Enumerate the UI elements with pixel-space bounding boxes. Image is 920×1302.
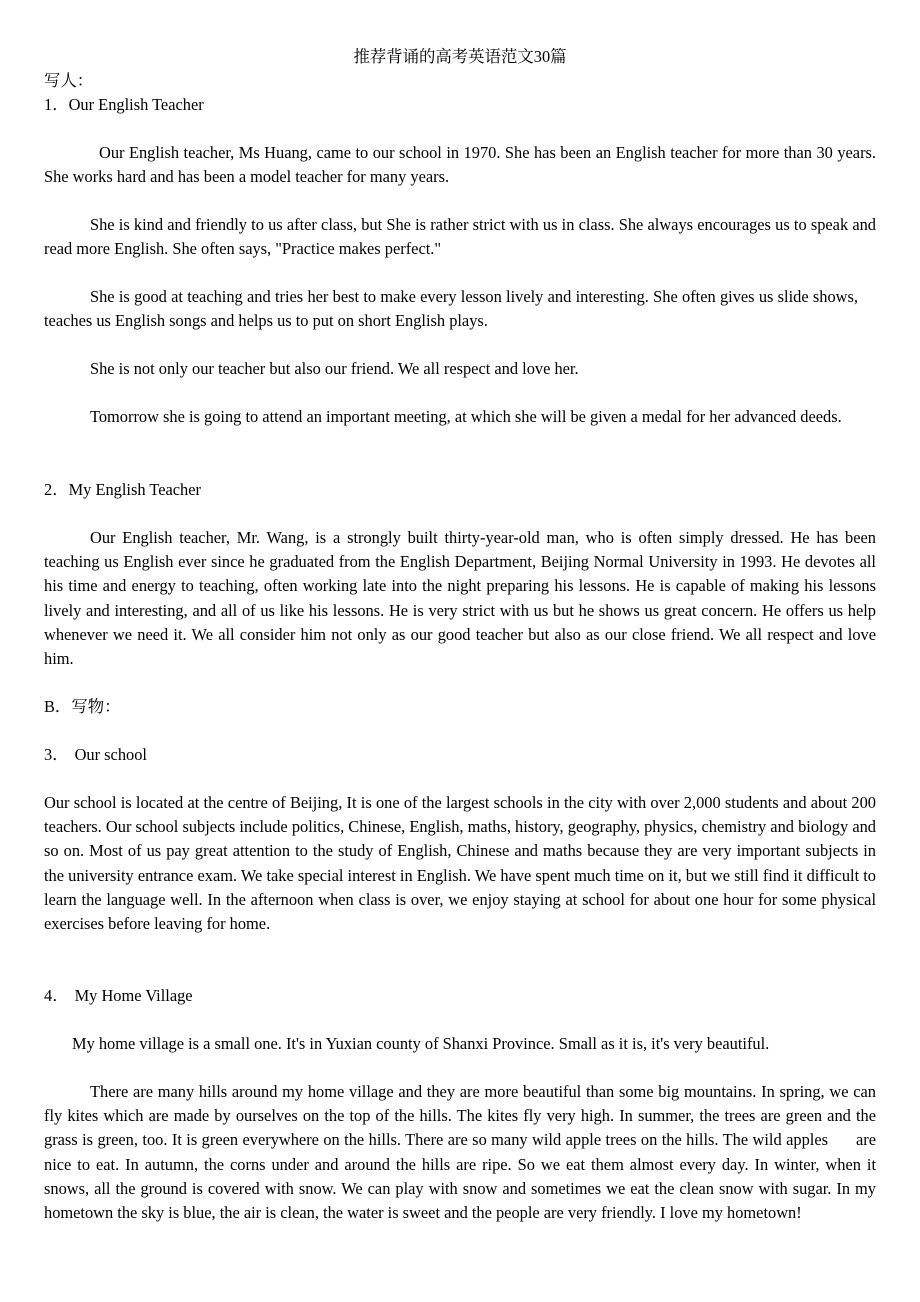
section-b-heading: B．写物： xyxy=(44,697,121,716)
section-title: Our English Teacher xyxy=(68,95,204,114)
paragraph-part: are nice to eat. In autumn, the corns under and around the hills are ripe. So we eat them almost every day. In winter, when it snows, all the ground is covered with snow. We can play with snow and sometimes we eat the clean snow with sugar. In my hometown the sky is blue, the air is clean, the water is sweet and the people are very friendly. I love my hometown! xyxy=(44,1130,876,1223)
section-title: My English Teacher xyxy=(68,480,201,499)
paragraph-part: teaches us English songs and helps us to put on short English plays. xyxy=(44,311,488,331)
paragraph: My home village is a small one. It's in Yuxian county of Shanxi Province. Small as it is, it's very beautiful. xyxy=(72,1034,770,1053)
paragraph: Our school is located at the centre of Beijing, It is one of the largest schools in the city with over 2,000 students and about 200 teachers. Our school subjects include politics, Chinese, English, maths, history, geography, physics, chemistry and biology and so on. Most of us pay great attention to the study of English, Chinese and maths because they are very important subjects in the university entrance exam. We take special interest in English. We have spent much time on it, but we still find it difficult to learn the language well. In the afternoon when class is over, we enjoy staying at school for about one hour for some physical exercises before leaving for home. xyxy=(44,793,876,934)
section-4-heading xyxy=(44,984,876,1008)
section-1-heading xyxy=(44,93,876,117)
paragraph: Our English teacher, Ms Huang, came to our school in 1970. She has been an English teacher for more than 30 years. She works hard and has been a model teacher for many years. xyxy=(44,143,876,187)
paragraph xyxy=(44,285,876,333)
section-a-heading: 写人： xyxy=(44,71,94,90)
section-number: 3． xyxy=(44,745,69,764)
paragraph xyxy=(44,1080,876,1225)
page-title: 推荐背诵的高考英语范文30篇 xyxy=(353,47,567,66)
paragraph-part: There are many hills around my home village and they are more beautiful than some big mountains. In spring, we can fly kites which are made by ourselves on the top of the hills. The kites fly very high. In summer, the trees are green and the grass is green, too. It is green everywhere on the hills. There are so many wild apple trees on the hills. The wild apples xyxy=(44,1082,876,1150)
paragraph: She is kind and friendly to us after class, but She is rather strict with us in class. She always encourages us to speak and read more English. She often says, "Practice makes perfect." xyxy=(44,215,876,259)
paragraph: Tomorrow she is going to attend an important meeting, at which she will be given a medal for her advanced deeds. xyxy=(90,407,842,426)
section-title: Our school xyxy=(74,745,147,764)
paragraph-part: She is good at teaching and tries her best to make every lesson lively and interesting. She often gives us slide shows, xyxy=(90,287,858,306)
section-title: My Home Village xyxy=(74,986,193,1005)
section-number: 2． xyxy=(44,480,69,499)
section-number: 1． xyxy=(44,95,69,114)
paragraph: She is not only our teacher but also our friend. We all respect and love her. xyxy=(90,359,579,378)
section-2-heading xyxy=(44,478,876,502)
section-number: 4． xyxy=(44,986,69,1005)
section-3-heading xyxy=(44,743,876,767)
paragraph: Our English teacher, Mr. Wang, is a strongly built thirty-year-old man, who is often simply dressed. He has been teaching us English ever since he graduated from the English Department, Beijing Normal University in 1993. He devotes all his time and energy to teaching, often working late into the night preparing his lessons. He is capable of making his lessons lively and interesting, and all of us like his lessons. He is very strict with us but he shows us great concern. He offers us help whenever we need it. We all consider him not only as our good teacher but also as our close friend. We all respect and love him. xyxy=(44,528,876,669)
